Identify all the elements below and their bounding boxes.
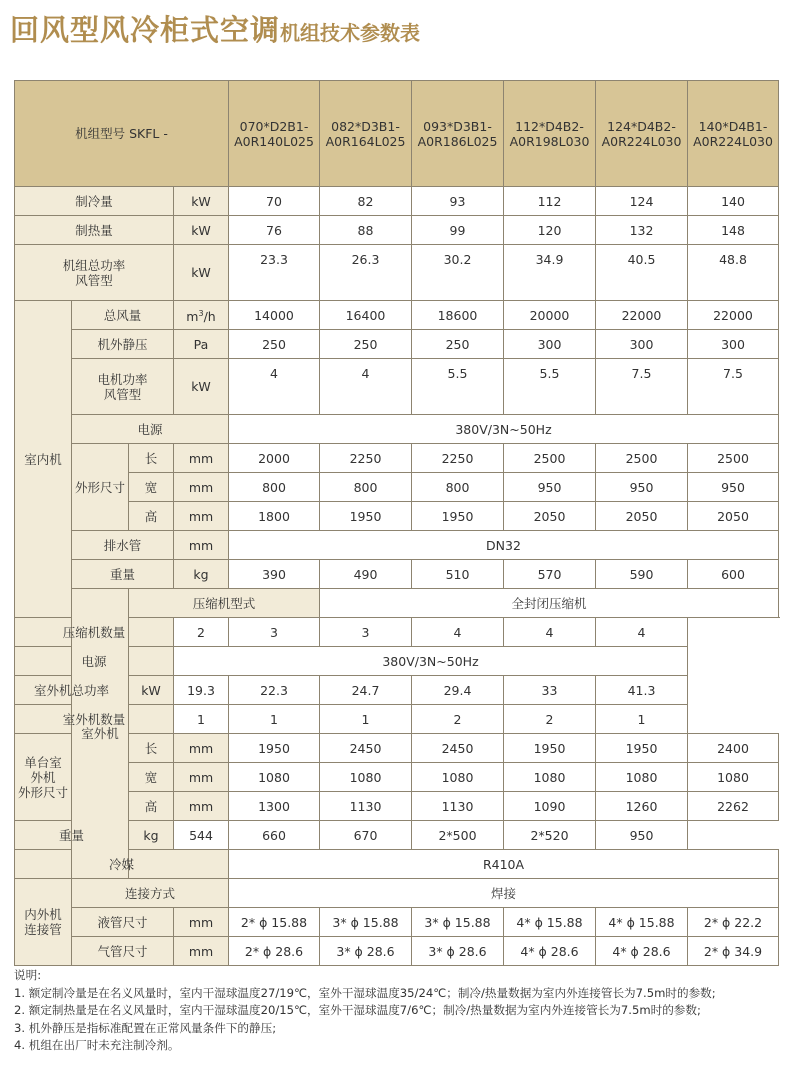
value-cell: 30.2 <box>412 245 504 301</box>
value-cell: 29.4 <box>412 676 504 705</box>
value-cell: 590 <box>596 560 688 589</box>
value-cell: 1 <box>596 705 688 734</box>
value-cell: 5.5 <box>504 359 596 415</box>
value-cell: 390 <box>229 560 320 589</box>
unit: mm <box>174 937 229 966</box>
model-line-2: A0R224L030 <box>601 133 682 149</box>
value-cell: 300 <box>596 330 688 359</box>
gas-pipe-label: 气管尺寸 <box>72 937 174 966</box>
value-cell: 670 <box>320 821 412 850</box>
label-line: 单台室 <box>24 754 62 770</box>
unit: kW <box>129 676 174 705</box>
value-cell: 24.7 <box>320 676 412 705</box>
model-line-2: A0R140L025 <box>234 133 314 149</box>
unit-part: /h <box>203 309 216 325</box>
value-cell: 2 <box>412 705 504 734</box>
value-cell: 1080 <box>320 763 412 792</box>
value-cell: 82 <box>320 187 412 216</box>
model-header-6 <box>688 81 779 187</box>
outdoor-total-power-row <box>15 676 779 705</box>
value-cell: 3* ϕ 28.6 <box>412 937 504 966</box>
value-cell: 2*500 <box>412 821 504 850</box>
value-cell: 2050 <box>688 502 779 531</box>
value-cell: 2500 <box>688 444 779 473</box>
dim-length-label: 长 <box>129 734 174 763</box>
unit: mm <box>174 763 229 792</box>
outdoor-comp-type-row <box>15 589 779 618</box>
value-cell: 70 <box>229 187 320 216</box>
model-header-5 <box>596 81 688 187</box>
model-line-2: A0R224L030 <box>693 133 773 149</box>
connection-value: 焊接 <box>229 879 779 908</box>
power-supply-label: 电源 <box>72 415 229 444</box>
value-cell: 1080 <box>688 763 779 792</box>
value-cell: 950 <box>688 473 779 502</box>
spec-table-body <box>15 81 779 966</box>
outdoor-height-row <box>15 792 779 821</box>
value-cell: 88 <box>320 216 412 245</box>
power-supply-value: 380V/3N~50Hz <box>229 415 779 444</box>
value-cell: 124 <box>596 187 688 216</box>
label-line: 连接管 <box>24 922 62 937</box>
value-cell: 1950 <box>504 734 596 763</box>
power-supply-value: 380V/3N~50Hz <box>174 647 688 676</box>
weight-label: 重量 <box>15 821 129 850</box>
model-line-1: 112*D4B2- <box>515 118 584 134</box>
indoor-length-row <box>15 444 779 473</box>
note-item: 3. 机外静压是指标准配置在正常风量条件下的静压; <box>14 1020 277 1035</box>
value-cell: 3* ϕ 15.88 <box>320 908 412 937</box>
model-header-2 <box>320 81 412 187</box>
value-cell: 23.3 <box>229 245 320 301</box>
value-cell: 26.3 <box>320 245 412 301</box>
value-cell: 2262 <box>688 792 779 821</box>
unit <box>174 301 229 330</box>
value-cell: 510 <box>412 560 504 589</box>
label-line: 机组总功率 <box>62 257 126 273</box>
value-cell: 22.3 <box>229 676 320 705</box>
value-cell: 2450 <box>412 734 504 763</box>
note-item: 1. 额定制冷量是在名义风量时，室内干湿球温度27/19℃，室外干湿球温度35/24℃；制冷/热量数据为室内外连接管长为7.5m时的参数; <box>14 985 716 1000</box>
value-cell: 660 <box>229 821 320 850</box>
piping-group-label <box>15 879 72 966</box>
value-cell: 34.9 <box>504 245 596 301</box>
value-cell: 800 <box>320 473 412 502</box>
value-cell: 4 <box>412 618 504 647</box>
gas-pipe-row <box>15 937 779 966</box>
value-cell: 3 <box>229 618 320 647</box>
value-cell: 22000 <box>688 301 779 330</box>
indoor-motor-row <box>15 359 779 415</box>
total-power-label <box>15 245 174 301</box>
value-cell: 300 <box>688 330 779 359</box>
value-cell: 112 <box>504 187 596 216</box>
model-line-1: 070*D2B1- <box>239 118 309 134</box>
value-cell: 48.8 <box>688 245 779 301</box>
value-cell: 2* ϕ 34.9 <box>688 937 779 966</box>
value-cell: 950 <box>596 821 688 850</box>
value-cell: 2 <box>504 705 596 734</box>
value-cell: 5.5 <box>412 359 504 415</box>
heating-label: 制热量 <box>15 216 174 245</box>
dim-height-label: 高 <box>129 792 174 821</box>
value-cell: 148 <box>688 216 779 245</box>
value-cell: 2250 <box>320 444 412 473</box>
value-cell: 40.5 <box>596 245 688 301</box>
value-cell: 1130 <box>412 792 504 821</box>
value-cell: 1950 <box>412 502 504 531</box>
note-item: 4. 机组在出厂时未充注制冷剂。 <box>14 1038 180 1052</box>
value-cell: 490 <box>320 560 412 589</box>
value-cell: 1080 <box>504 763 596 792</box>
connection-label: 连接方式 <box>72 879 229 908</box>
unit: kg <box>174 560 229 589</box>
power-supply-label: 电源 <box>15 647 174 676</box>
value-cell: 1080 <box>412 763 504 792</box>
value-cell: 250 <box>320 330 412 359</box>
static-pressure-label: 机外静压 <box>72 330 174 359</box>
note-item: 2. 额定制热量是在名义风量时，室内干湿球温度20/15℃，室外干湿球温度7/6℃；制冷/热量数据为室内外连接管长为7.5m时的参数; <box>14 1003 701 1017</box>
dim-width-label: 宽 <box>129 763 174 792</box>
value-cell: 41.3 <box>596 676 688 705</box>
unit: kW <box>174 187 229 216</box>
value-cell: 33 <box>504 676 596 705</box>
connection-row <box>15 879 779 908</box>
outdoor-length-row <box>15 734 779 763</box>
unit: mm <box>174 792 229 821</box>
value-cell: 1260 <box>596 792 688 821</box>
value-cell: 800 <box>412 473 504 502</box>
value-cell: 600 <box>688 560 779 589</box>
value-cell: 14000 <box>229 301 320 330</box>
value-cell: 4 <box>504 618 596 647</box>
value-cell: 1080 <box>596 763 688 792</box>
value-cell: 2000 <box>229 444 320 473</box>
cooling-row <box>15 187 779 216</box>
value-cell: 16400 <box>320 301 412 330</box>
value-cell: 19.3 <box>174 676 229 705</box>
unit: mm <box>174 473 229 502</box>
model-line-1: 140*D4B1- <box>698 118 768 134</box>
outdoor-comp-count-row <box>15 618 779 647</box>
page-title <box>10 8 420 52</box>
outdoor-group-label: 室外机 <box>72 589 129 879</box>
unit: kW <box>174 245 229 301</box>
label-line: 内外机 <box>24 907 62 922</box>
value-cell: 250 <box>412 330 504 359</box>
value-cell: 1090 <box>504 792 596 821</box>
indoor-power-supply-row <box>15 415 779 444</box>
value-cell: 4 <box>320 359 412 415</box>
unit: kW <box>174 359 229 415</box>
value-cell: 1130 <box>320 792 412 821</box>
comp-type-value: 全封闭压缩机 <box>320 589 779 618</box>
indoor-static-row <box>15 330 779 359</box>
indoor-height-row <box>15 502 779 531</box>
model-line-2: A0R198L030 <box>509 133 590 149</box>
value-cell: 4* ϕ 15.88 <box>504 908 596 937</box>
value-cell: 2* ϕ 28.6 <box>229 937 320 966</box>
model-line-1: 082*D3B1- <box>331 118 400 134</box>
liquid-pipe-row <box>15 908 779 937</box>
value-cell: 2500 <box>504 444 596 473</box>
value-cell: 1 <box>174 705 229 734</box>
label-line: 风管型 <box>103 386 142 402</box>
refrigerant-row <box>15 850 779 879</box>
value-cell: 2* ϕ 15.88 <box>229 908 320 937</box>
comp-count-label: 压缩机数量 <box>15 618 174 647</box>
airflow-label: 总风量 <box>72 301 174 330</box>
weight-label: 重量 <box>72 560 174 589</box>
indoor-weight-row <box>15 560 779 589</box>
unit: mm <box>174 908 229 937</box>
liquid-pipe-label: 液管尺寸 <box>72 908 174 937</box>
value-cell: 2500 <box>596 444 688 473</box>
value-cell: 1950 <box>229 734 320 763</box>
total-power-row <box>15 245 779 301</box>
model-line-1: 124*D4B2- <box>607 118 676 134</box>
value-cell: 20000 <box>504 301 596 330</box>
dim-height-label: 高 <box>129 502 174 531</box>
model-header-1 <box>229 81 320 187</box>
value-cell: 544 <box>174 821 229 850</box>
value-cell: 4* ϕ 15.88 <box>596 908 688 937</box>
value-cell: 2* ϕ 22.2 <box>688 908 779 937</box>
model-line-1: 093*D3B1- <box>423 118 492 134</box>
value-cell: 132 <box>596 216 688 245</box>
header-row <box>15 81 779 187</box>
label-line: 外形尺寸 <box>17 784 68 800</box>
indoor-group-label: 室内机 <box>15 301 72 618</box>
value-cell: 4* ϕ 28.6 <box>504 937 596 966</box>
outdoor-power-label: 室外机总功率 <box>15 676 129 705</box>
model-line-2: A0R186L025 <box>417 133 498 149</box>
value-cell: 140 <box>688 187 779 216</box>
value-cell: 3* ϕ 28.6 <box>320 937 412 966</box>
drain-value: DN32 <box>229 531 779 560</box>
outdoor-count-row <box>15 705 779 734</box>
value-cell: 950 <box>504 473 596 502</box>
value-cell: 1950 <box>320 502 412 531</box>
value-cell: 76 <box>229 216 320 245</box>
value-cell: 2*520 <box>504 821 596 850</box>
label-line: 电机功率 <box>97 371 148 387</box>
outdoor-dims-label <box>15 734 72 821</box>
unit: Pa <box>174 330 229 359</box>
unit: mm <box>174 502 229 531</box>
unit: mm <box>174 734 229 763</box>
notes-heading: 说明: <box>14 968 42 982</box>
value-cell: 4* ϕ 28.6 <box>596 937 688 966</box>
value-cell: 1300 <box>229 792 320 821</box>
value-cell: 99 <box>412 216 504 245</box>
value-cell: 4 <box>596 618 688 647</box>
comp-type-label: 压缩机型式 <box>129 589 320 618</box>
value-cell: 2050 <box>504 502 596 531</box>
value-cell: 1080 <box>229 763 320 792</box>
value-cell: 250 <box>229 330 320 359</box>
model-header-4 <box>504 81 596 187</box>
value-cell: 120 <box>504 216 596 245</box>
unit: mm <box>174 444 229 473</box>
value-cell: 22000 <box>596 301 688 330</box>
value-cell: 7.5 <box>688 359 779 415</box>
value-cell: 570 <box>504 560 596 589</box>
value-cell: 18600 <box>412 301 504 330</box>
value-cell: 2450 <box>320 734 412 763</box>
value-cell: 950 <box>596 473 688 502</box>
unit-part: m <box>186 309 199 325</box>
value-cell: 2050 <box>596 502 688 531</box>
unit: kg <box>129 821 174 850</box>
refrigerant-value: R410A <box>229 850 779 879</box>
value-cell: 800 <box>229 473 320 502</box>
heating-row <box>15 216 779 245</box>
motor-power-label <box>72 359 174 415</box>
value-cell: 2 <box>174 618 229 647</box>
outdoor-power-supply-row <box>15 647 779 676</box>
unit-sup: 3 <box>198 308 204 318</box>
indoor-width-row <box>15 473 779 502</box>
unit: mm <box>174 531 229 560</box>
dim-length-label: 长 <box>129 444 174 473</box>
value-cell: 7.5 <box>596 359 688 415</box>
value-cell: 1950 <box>596 734 688 763</box>
value-cell: 4 <box>229 359 320 415</box>
indoor-dims-label: 外形尺寸 <box>72 444 129 531</box>
model-header-3 <box>412 81 504 187</box>
label-line: 风管型 <box>75 272 113 288</box>
value-cell: 300 <box>504 330 596 359</box>
value-cell: 1 <box>229 705 320 734</box>
value-cell: 3 <box>320 618 412 647</box>
title-main: 回风型风冷柜式空调 <box>10 13 281 47</box>
value-cell: 2250 <box>412 444 504 473</box>
drain-label: 排水管 <box>72 531 174 560</box>
value-cell: 1800 <box>229 502 320 531</box>
outdoor-weight-row <box>15 821 779 850</box>
unit: kW <box>174 216 229 245</box>
outdoor-count-label: 室外机数量 <box>15 705 174 734</box>
value-cell: 1 <box>320 705 412 734</box>
outdoor-width-row <box>15 763 779 792</box>
value-cell: 3* ϕ 15.88 <box>412 908 504 937</box>
notes <box>14 967 784 1055</box>
model-label: 机组型号 SKFL - <box>15 81 229 187</box>
label-line: 外机 <box>30 769 56 785</box>
dim-width-label: 宽 <box>129 473 174 502</box>
indoor-drain-row <box>15 531 779 560</box>
model-line-2: A0R164L025 <box>325 133 406 149</box>
value-cell: 93 <box>412 187 504 216</box>
indoor-airflow-row <box>15 301 779 330</box>
cooling-label: 制冷量 <box>15 187 174 216</box>
refrigerant-label: 冷媒 <box>15 850 229 879</box>
title-sub: 机组技术参数表 <box>280 21 421 45</box>
value-cell: 2400 <box>688 734 779 763</box>
spec-table <box>14 80 779 966</box>
